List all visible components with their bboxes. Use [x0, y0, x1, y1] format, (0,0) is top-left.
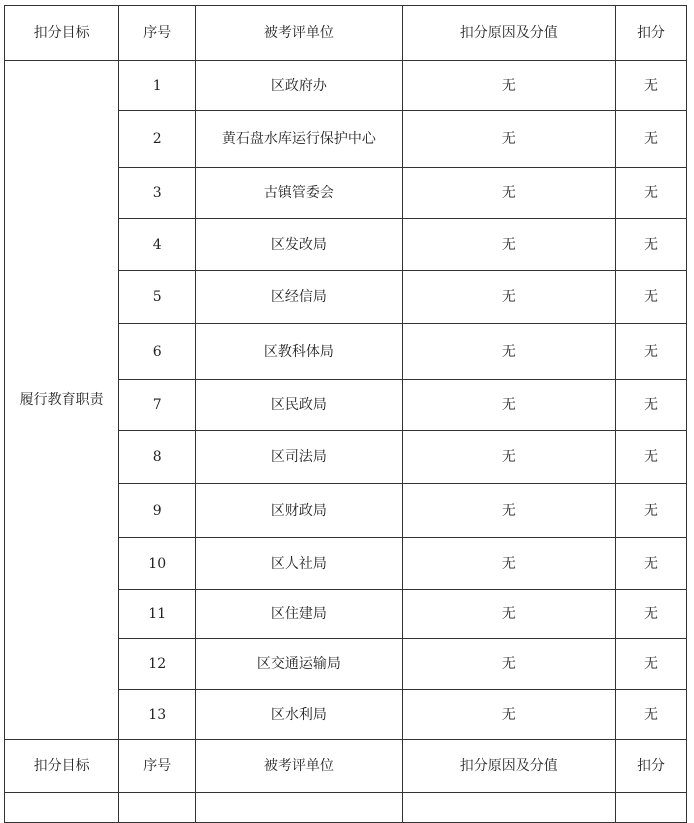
row-number: 6: [119, 324, 196, 380]
header-row-repeat: [5, 740, 687, 793]
row-reason: 无: [402, 484, 615, 538]
row-unit: 古镇管委会: [196, 168, 402, 219]
row-number: 5: [119, 271, 196, 324]
row-deduction: 无: [615, 271, 686, 324]
row-reason: 无: [402, 538, 615, 590]
row-number: 7: [119, 380, 196, 431]
row-deduction: 无: [615, 538, 686, 590]
row-reason: 无: [402, 380, 615, 431]
row-number: 13: [119, 690, 196, 740]
header-target: 扣分目标: [5, 740, 119, 793]
row-number: 3: [119, 168, 196, 219]
header-row: [5, 6, 687, 61]
row-unit: 黄石盘水库运行保护中心: [196, 111, 402, 168]
group-label: 履行教育职责: [5, 61, 119, 740]
row-unit: 区民政局: [196, 380, 402, 431]
row-reason: 无: [402, 219, 615, 271]
row-deduction: 无: [615, 219, 686, 271]
row-number: 12: [119, 639, 196, 690]
row-deduction: 无: [615, 324, 686, 380]
row-number: 2: [119, 111, 196, 168]
header-reason: 扣分原因及分值: [402, 740, 615, 793]
row-deduction: 无: [615, 111, 686, 168]
row-number: 1: [119, 61, 196, 111]
deduction-table: [4, 5, 687, 823]
row-unit: 区交通运输局: [196, 639, 402, 690]
row-reason: 无: [402, 590, 615, 639]
row-reason: 无: [402, 324, 615, 380]
header-no: 序号: [119, 740, 196, 793]
row-number: 10: [119, 538, 196, 590]
row-unit: 区住建局: [196, 590, 402, 639]
row-number: 8: [119, 431, 196, 484]
row-deduction: 无: [615, 431, 686, 484]
row-deduction: 无: [615, 380, 686, 431]
row-reason: 无: [402, 431, 615, 484]
row-number: 9: [119, 484, 196, 538]
header-unit: 被考评单位: [196, 6, 402, 61]
row-reason: 无: [402, 690, 615, 740]
row-reason: 无: [402, 271, 615, 324]
row-unit: 区政府办: [196, 61, 402, 111]
row-unit: 区发改局: [196, 219, 402, 271]
row-unit: 区人社局: [196, 538, 402, 590]
row-reason: 无: [402, 168, 615, 219]
row-reason: 无: [402, 639, 615, 690]
row-number: 11: [119, 590, 196, 639]
header-target: 扣分目标: [5, 6, 119, 61]
row-unit: 区水利局: [196, 690, 402, 740]
row-deduction: 无: [615, 690, 686, 740]
row-deduction: 无: [615, 61, 686, 111]
row-deduction: 无: [615, 590, 686, 639]
header-unit: 被考评单位: [196, 740, 402, 793]
row-unit: 区财政局: [196, 484, 402, 538]
row-deduction: 无: [615, 168, 686, 219]
row-number: 4: [119, 219, 196, 271]
row-unit: 区司法局: [196, 431, 402, 484]
header-no: 序号: [119, 6, 196, 61]
row-unit: 区教科体局: [196, 324, 402, 380]
header-reason: 扣分原因及分值: [402, 6, 615, 61]
table-row: [5, 61, 687, 111]
row-reason: 无: [402, 111, 615, 168]
header-deduction: 扣分: [615, 740, 686, 793]
header-deduction: 扣分: [615, 6, 686, 61]
row-deduction: 无: [615, 639, 686, 690]
table-row-partial: [5, 793, 687, 823]
row-deduction: 无: [615, 484, 686, 538]
row-unit: 区经信局: [196, 271, 402, 324]
row-reason: 无: [402, 61, 615, 111]
